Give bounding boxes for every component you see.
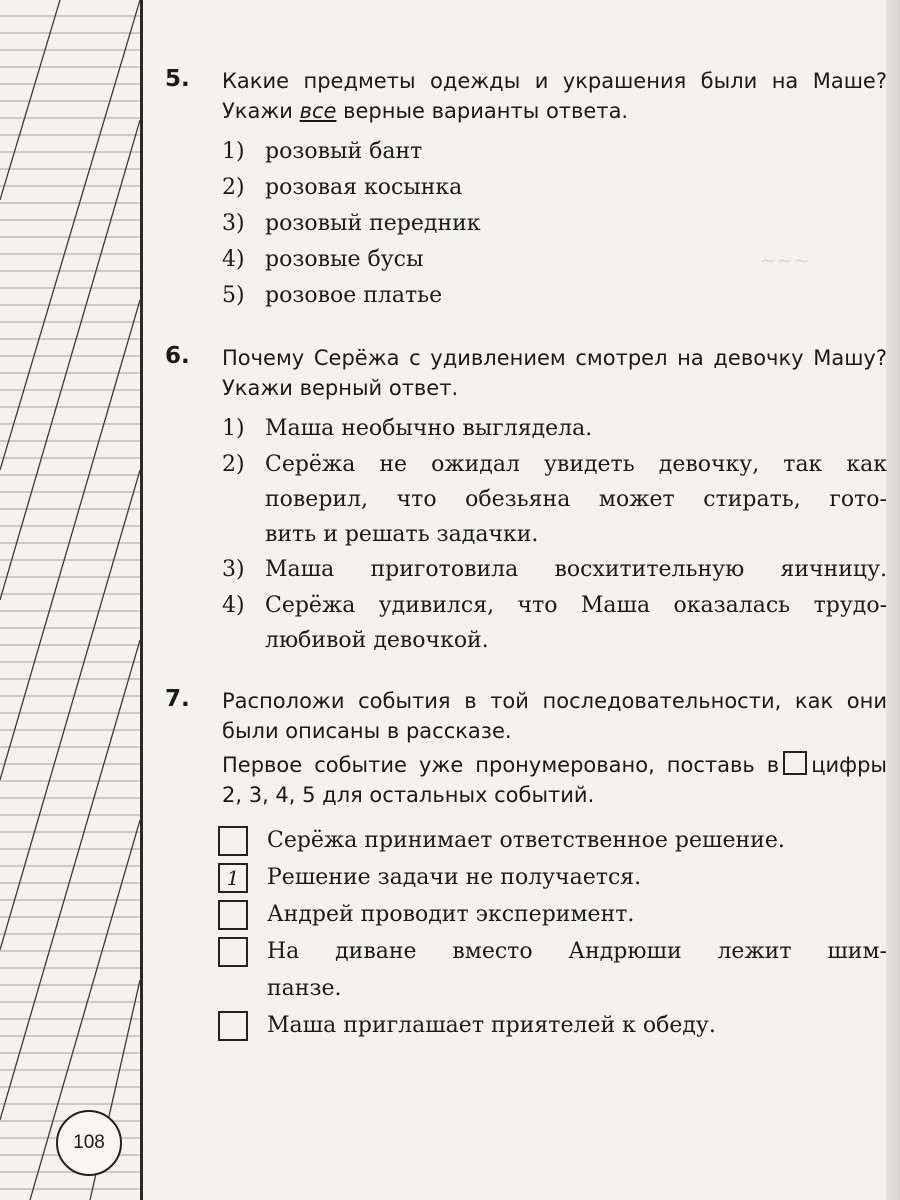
question-line: были описаны в рассказе. [222,719,512,743]
answer-box[interactable] [218,900,248,930]
option-item [222,447,887,552]
option-text [265,447,887,552]
option-number: 2) [222,452,245,477]
option-number: 3) [222,557,245,582]
option-item [222,170,887,206]
question-line [222,750,887,780]
option-item [222,411,887,447]
question-line: Укажи верный ответ. [222,376,459,400]
option-line: поверил, что обезьяна может стирать, гото- [265,487,887,512]
question-text [222,343,887,403]
empty-box-icon [783,751,807,775]
option-item [222,242,887,278]
text-part: Первое событие уже пронумеровано, поставь в [222,753,780,777]
option-line: любивой девочкой. [265,628,489,653]
text-part: верные варианты ответа. [336,99,629,123]
question-number: 5. [165,66,190,92]
event-text: Маша приглашает приятелей к обеду. [267,1013,716,1038]
option-line: Серёжа не ожидал увидеть девочку, так как [265,452,887,477]
question-text [222,686,887,810]
question-line: Какие предметы одежды и украшения были на Маше? [222,69,887,93]
option-text: розовый бант [265,139,423,164]
event-text: Решение задачи не получается. [267,865,642,890]
page-edge [886,0,900,1200]
event-text: Серёжа принимает ответственное решение. [267,828,785,853]
event-text [267,933,887,1007]
event-item [218,859,887,896]
option-item [222,278,887,314]
answer-box[interactable]: 1 [218,863,248,893]
page-number: 108 [56,1110,122,1176]
events-list [165,822,887,1044]
answer-box[interactable] [218,1011,248,1041]
question-number: 7. [165,686,190,712]
option-text: Маша необычно выглядела. [265,416,593,441]
question-line [222,96,887,126]
option-number: 3) [222,211,245,236]
option-number: 1) [222,416,245,441]
option-line: вить и решать задачки. [265,522,539,547]
question-line: Почему Серёжа с удивлением смотрел на девочку Машу? [222,346,887,370]
option-number: 5) [222,283,245,308]
text-part: цифры [811,753,887,777]
emphasized-word: все [299,99,337,123]
option-text: розовые бусы [265,247,424,272]
ruled-margin [0,0,143,1200]
question-6 [165,343,887,658]
option-item [222,552,887,588]
question-line: 2, 3, 4, 5 для остальных событий. [222,783,595,807]
question-text [222,66,887,126]
question-7 [165,686,887,1044]
option-text: розовое платье [265,283,443,308]
question-number: 6. [165,343,190,369]
option-text: розовый передник [265,211,481,236]
option-line: Серёжа удивился, что Маша оказалась трудо- [265,593,887,618]
option-text: Маша приготовила восхитительную яичницу. [265,557,887,582]
event-text: Андрей проводит эксперимент. [267,902,635,927]
event-item [218,896,887,933]
option-item [222,588,887,658]
option-item [222,134,887,170]
option-number: 4) [222,247,245,272]
answer-box[interactable] [218,826,248,856]
event-item [218,1007,887,1044]
bleed-through: ~~~ [760,248,811,272]
margin-diagonal-lines [0,0,140,1200]
text-part: Укажи [222,99,300,123]
event-item [218,933,887,1007]
option-text [265,588,887,658]
option-text: розовая косынка [265,175,463,200]
option-number: 4) [222,593,245,618]
question-line: Расположи события в той последовательности, как они [222,689,887,713]
options-list [222,411,887,658]
event-item [218,822,887,859]
option-item [222,206,887,242]
question-5 [165,66,887,314]
option-number: 2) [222,175,245,200]
event-line: панзе. [267,976,342,1001]
options-list [222,134,887,314]
event-line: На диване вместо Андрюши лежит шим- [267,939,887,964]
answer-box[interactable] [218,937,248,967]
option-number: 1) [222,139,245,164]
